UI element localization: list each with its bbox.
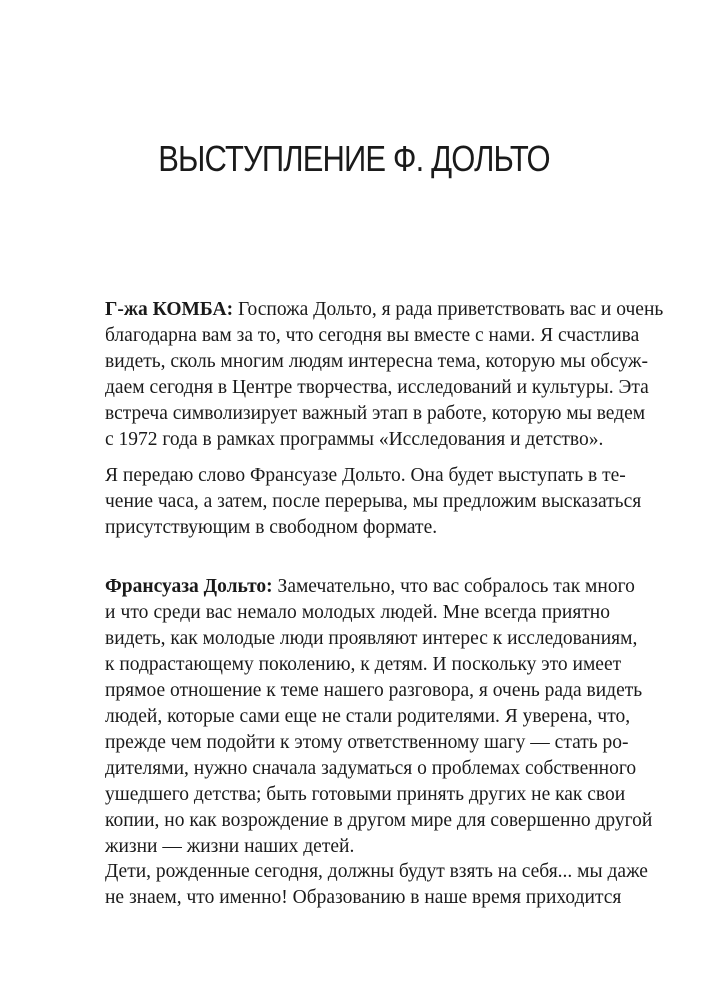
paragraph-handover: [105, 463, 642, 541]
paragraph-dolto: [105, 574, 653, 860]
text-line: видеть, как молодые люди проявляют интерес к исследованиям,: [105, 628, 638, 649]
text-line: прежде чем подойти к этому ответственному шагу — стать ро-: [105, 732, 629, 753]
speaker-name: Г-жа КОМБА:: [105, 299, 234, 320]
text-line: к подрастающему поколению, к детям. И поскольку это имеет: [105, 654, 622, 675]
text-line: людей, которые сами еще не стали родителями. Я уверена, что,: [105, 706, 631, 727]
chapter-title: ВЫСТУПЛЕНИЕ Ф. ДОЛЬТО: [158, 138, 550, 179]
paragraph-comba: [105, 297, 664, 453]
text-line: присутствующим в свободном формате.: [105, 517, 438, 538]
text-line: видеть, сколь многим людям интересна тема, которую мы обсуж-: [105, 351, 648, 372]
text-line: с 1972 года в рамках программы «Исследования и детство».: [105, 429, 604, 450]
text-run: Госпожа Дольто, я рада приветствовать вас и очень: [237, 299, 664, 320]
text-line: не знаем, что именно! Образованию в наше время приходится: [105, 887, 622, 908]
text-line: Я передаю слово Франсуазе Дольто. Она будет выступать в те-: [105, 465, 626, 486]
text-line: [105, 297, 664, 323]
text-line: чение часа, а затем, после перерыва, мы предложим высказаться: [105, 491, 642, 512]
paragraph-children: [105, 859, 648, 911]
text-line: ушедшего детства; быть готовыми принять других не как свои: [105, 784, 626, 805]
text-line: Дети, рожденные сегодня, должны будут взять на себя... мы даже: [105, 861, 648, 882]
text-line: и что среди вас немало молодых людей. Мне всегда приятно: [105, 602, 610, 623]
text-line: даем сегодня в Центре творчества, исследований и культуры. Эта: [105, 377, 649, 398]
text-line: [105, 574, 635, 600]
speaker-name: Франсуаза Дольто:: [105, 576, 273, 597]
text-line: дителями, нужно сначала задуматься о проблемах собственного: [105, 758, 637, 779]
text-line: встреча символизирует важный этап в работе, которую мы ведем: [105, 403, 646, 424]
text-line: жизни — жизни наших детей.: [105, 836, 355, 857]
text-line: копии, но как возрождение в другом мире для совершенно другой: [105, 810, 653, 831]
text-line: благодарна вам за то, что сегодня вы вместе с нами. Я счастлива: [105, 325, 640, 346]
text-run: Замечательно, что вас собралось так много: [277, 576, 635, 597]
text-line: прямое отношение к теме нашего разговора, я очень рада видеть: [105, 680, 643, 701]
